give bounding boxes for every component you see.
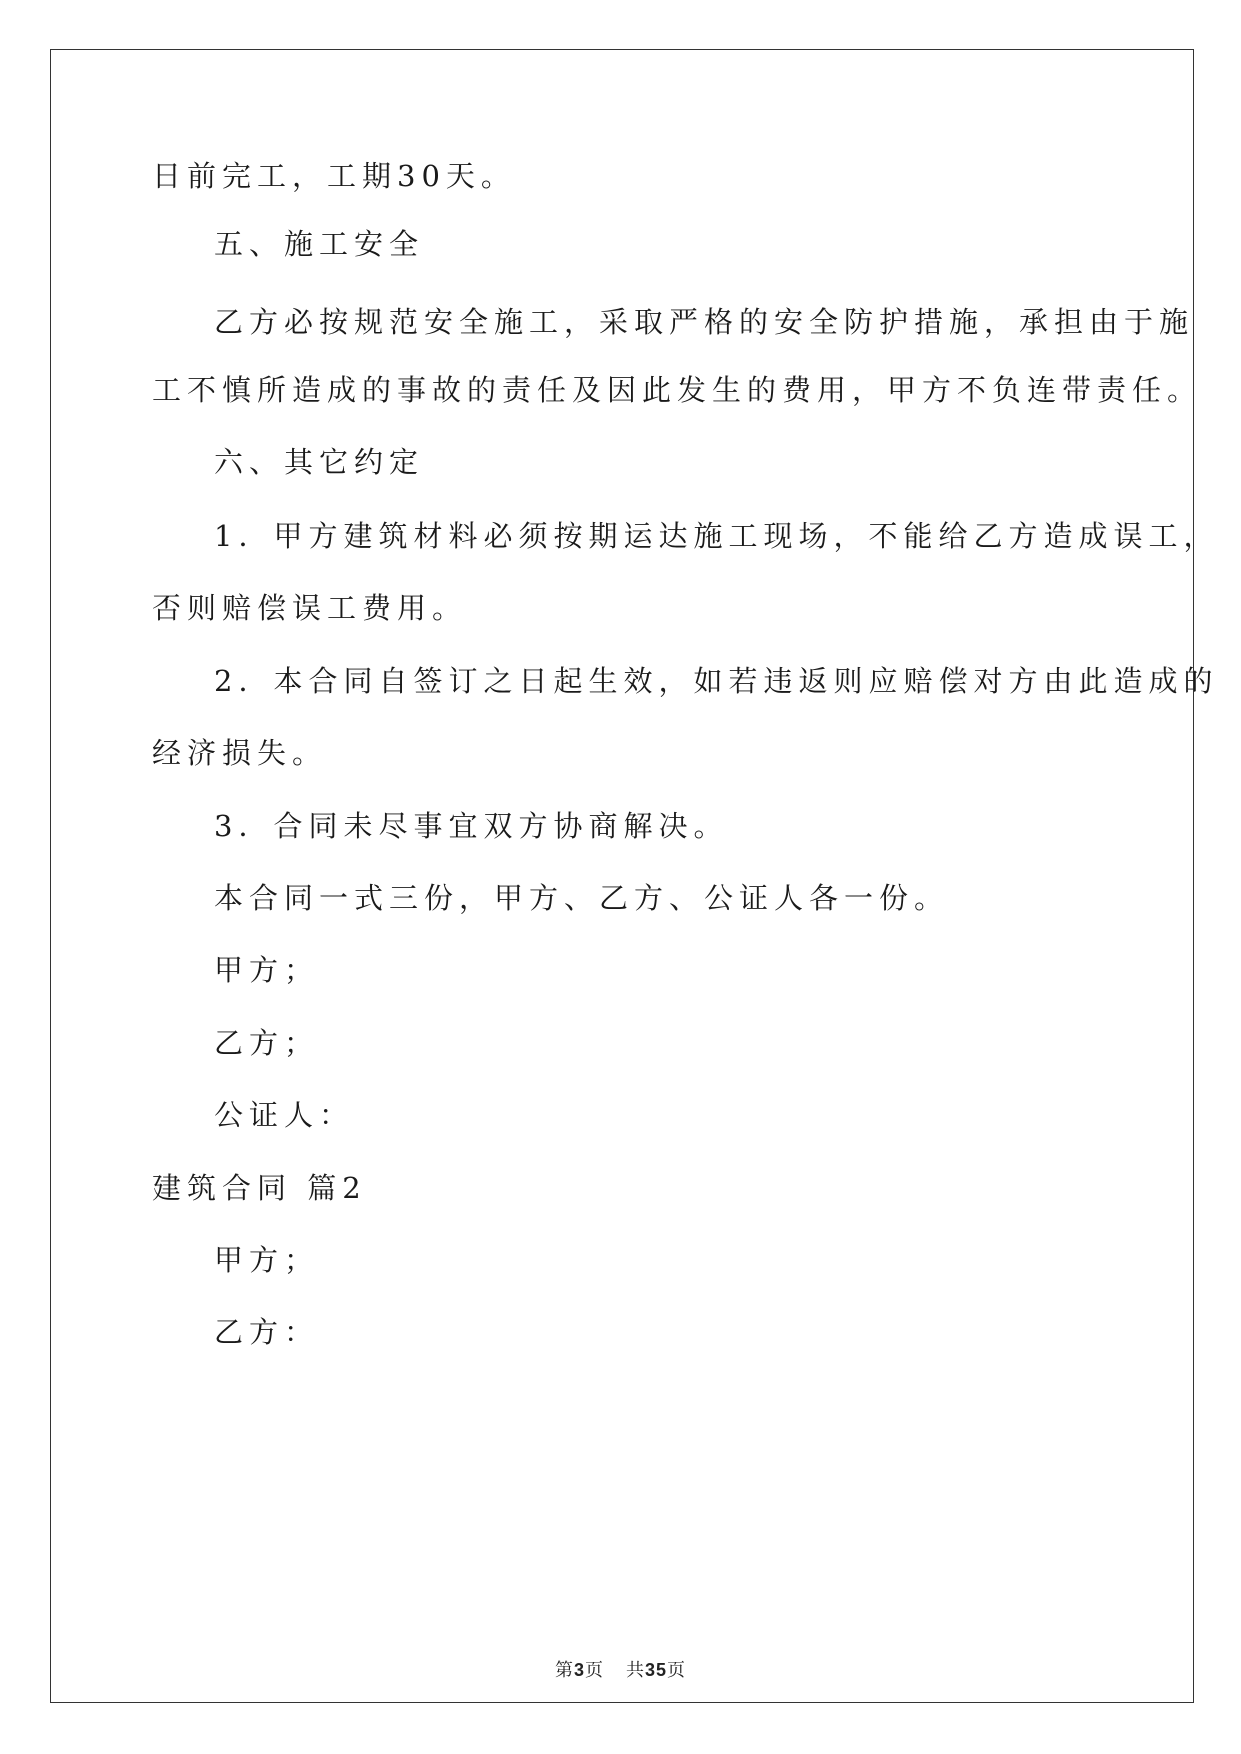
page-suffix: 页 [584,1660,604,1681]
list-item-2: 2．本合同自签订之日起生效，如若违返则应赔偿对方由此造成的 [214,664,1219,698]
contract-title-2: 建筑合同 篇2 [152,1171,367,1205]
party-b-label: 乙方； [214,1026,320,1060]
list-item-1: 1．甲方建筑材料必须按期运达施工现场，不能给乙方造成误工， [214,519,1219,553]
section-heading-safety: 五、施工安全 [214,227,425,261]
copies-statement: 本合同一式三份，甲方、乙方、公证人各一份。 [214,881,950,915]
total-suffix: 页 [667,1660,687,1681]
total-prefix: 共 [625,1660,645,1681]
page-prefix: 第 [554,1660,574,1681]
page-border [50,49,1194,1703]
party-b-label-2: 乙方： [214,1315,320,1349]
page-number-footer [0,1656,1241,1682]
section-heading-other: 六、其它约定 [214,445,425,479]
list-item-2-continuation: 经济损失。 [152,736,328,770]
notary-label: 公证人： [214,1098,355,1132]
list-item-3: 3．合同未尽事宜双方协商解决。 [214,809,729,843]
page-total: 35 [644,1660,668,1680]
text-line-continuation: 日前完工，工期30天。 [152,159,516,193]
party-a-label: 甲方； [214,953,320,987]
list-item-1-continuation: 否则赔偿误工费用。 [152,591,468,625]
paragraph-line: 工不慎所造成的事故的责任及因此发生的费用，甲方不负连带责任。 [152,373,1203,407]
page-current: 3 [573,1660,585,1680]
paragraph-line: 乙方必按规范安全施工，采取严格的安全防护措施，承担由于施 [214,305,1195,339]
party-a-label-2: 甲方； [214,1243,320,1277]
